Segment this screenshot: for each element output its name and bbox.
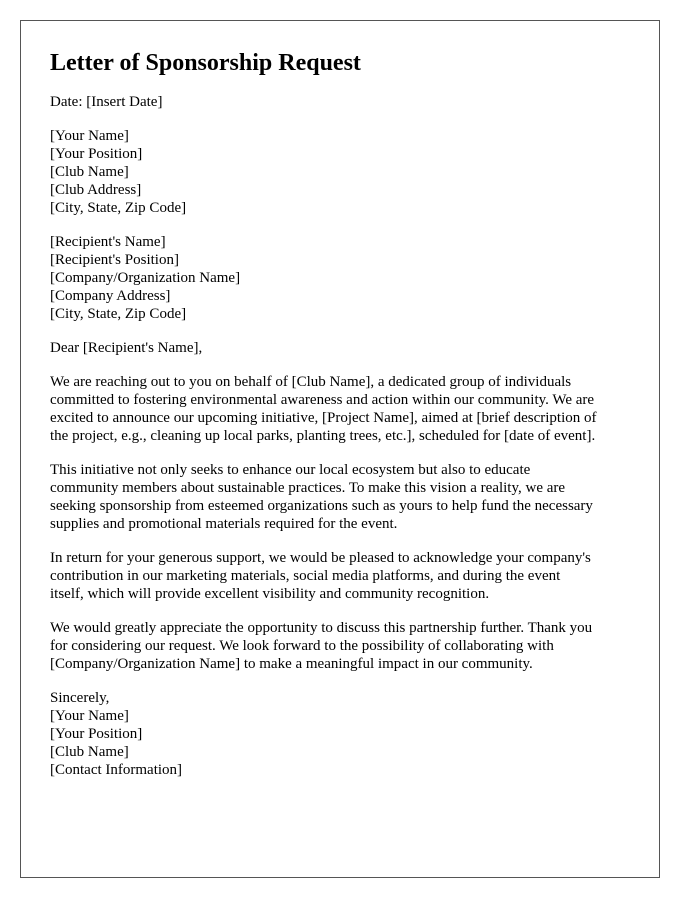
body-line: itself, which will provide excellent visibility and community recognition.	[50, 586, 490, 602]
sender-address	[50, 127, 640, 217]
body-line: This initiative not only seeks to enhance our local ecosystem but also to educate	[50, 462, 531, 478]
letter-title: Letter of Sponsorship Request	[50, 50, 361, 76]
signature-name: [Your Name]	[50, 708, 129, 724]
body-line: In return for your generous support, we would be pleased to acknowledge your company's	[50, 550, 591, 566]
body-paragraph-4	[50, 619, 640, 673]
body-paragraph-2	[50, 461, 640, 533]
sender-club-name: [Club Name]	[50, 164, 129, 180]
signature-club-name: [Club Name]	[50, 744, 129, 760]
recipient-company-address: [Company Address]	[50, 288, 171, 304]
recipient-name: [Recipient's Name]	[50, 234, 166, 250]
signature-contact-information: [Contact Information]	[50, 762, 183, 778]
body-line: seeking sponsorship from esteemed organizations such as yours to help fund the necessary	[50, 498, 593, 514]
sender-position: [Your Position]	[50, 146, 143, 162]
recipient-position: [Recipient's Position]	[50, 252, 179, 268]
closing-text: Sincerely,	[50, 690, 110, 706]
recipient-city-state-zip: [City, State, Zip Code]	[50, 306, 187, 322]
recipient-address	[50, 233, 640, 323]
body-paragraph-3	[50, 549, 640, 603]
body-line: community members about sustainable practices. To make this vision a reality, we are	[50, 480, 566, 496]
body-paragraph-1	[50, 373, 640, 445]
salutation	[50, 339, 640, 357]
body-line: We would greatly appreciate the opportunity to discuss this partnership further. Thank you	[50, 620, 593, 636]
sender-club-address: [Club Address]	[50, 182, 142, 198]
body-line: contribution in our marketing materials, social media platforms, and during the event	[50, 568, 561, 584]
sender-city-state-zip: [City, State, Zip Code]	[50, 200, 187, 216]
date-text: Date: [Insert Date]	[50, 94, 163, 110]
recipient-company-name: [Company/Organization Name]	[50, 270, 241, 286]
signature-position: [Your Position]	[50, 726, 143, 742]
date-line	[50, 93, 640, 111]
sender-name: [Your Name]	[50, 128, 129, 144]
body-line: We are reaching out to you on behalf of [Club Name], a dedicated group of individuals	[50, 374, 572, 390]
body-line: [Company/Organization Name] to make a meaningful impact in our community.	[50, 656, 533, 672]
body-line: excited to announce our upcoming initiative, [Project Name], aimed at [brief description of	[50, 410, 597, 426]
body-line: committed to fostering environmental awareness and action within our community. We are	[50, 392, 595, 408]
letter-page	[20, 20, 660, 878]
body-line: the project, e.g., cleaning up local parks, planting trees, etc.], scheduled for [date of event].	[50, 428, 596, 444]
closing-signature	[50, 689, 640, 779]
body-line: for considering our request. We look forward to the possibility of collaborating with	[50, 638, 554, 654]
body-line: supplies and promotional materials required for the event.	[50, 516, 398, 532]
letter-content	[50, 49, 640, 795]
salutation-text: Dear [Recipient's Name],	[50, 340, 203, 356]
